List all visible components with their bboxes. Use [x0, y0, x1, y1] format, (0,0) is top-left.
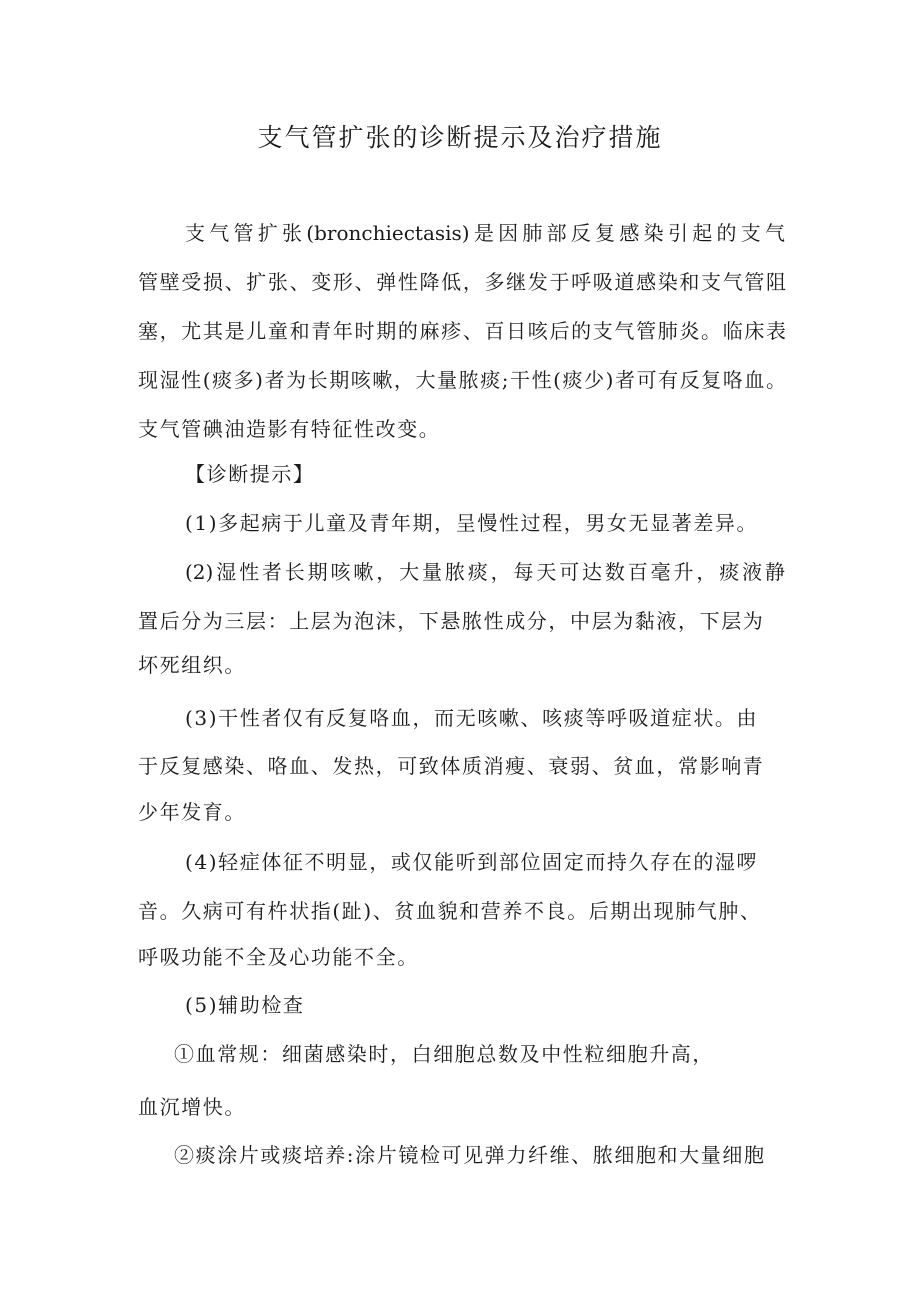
paragraph-line: ①血常规：细菌感染时，白细胞总数及中性粒细胞升高，	[174, 1042, 714, 1066]
paragraph-line: (2)湿性者长期咳嗽，大量脓痰，每天可达数百毫升，痰液静	[185, 560, 785, 584]
paragraph-line: 血沉增快。	[138, 1095, 246, 1119]
paragraph-line: 塞，尤其是儿童和青年时期的麻疹、百日咳后的支气管肺炎。临床表	[138, 319, 786, 343]
paragraph-line: (3)干性者仅有反复咯血，而无咳嗽、咳痰等呼吸道症状。由	[185, 706, 759, 730]
paragraph-line: (5)辅助检查	[185, 993, 305, 1017]
paragraph-line: 少年发育。	[138, 800, 246, 824]
paragraph-line: 支气管扩张(bronchiectasis)是因肺部反复感染引起的支气	[185, 221, 785, 245]
paragraph-line: (4)轻症体征不明显，或仅能听到部位固定而持久存在的湿啰	[185, 850, 759, 874]
paragraph-line: 置后分为三层：上层为泡沫，下悬脓性成分，中层为黏液，下层为	[138, 609, 765, 633]
paragraph-line: 坏死组织。	[138, 653, 246, 677]
paragraph-line: 音。久病可有杵状指(趾)、贫血貌和营养不良。后期出现肺气肿、	[138, 899, 762, 923]
paragraph-line: 现湿性(痰多)者为长期咳嗽，大量脓痰;干性(痰少)者可有反复咯血。	[138, 368, 786, 392]
section-heading: 【诊断提示】	[185, 462, 315, 486]
paragraph-line: 于反复感染、咯血、发热，可致体质消瘦、衰弱、贫血，常影响青	[138, 754, 765, 778]
paragraph-line: ②痰涂片或痰培养:涂片镜检可见弹力纤维、脓细胞和大量细胞	[174, 1143, 766, 1167]
paragraph-line: 管壁受损、扩张、变形、弹性降低，多继发于呼吸道感染和支气管阻	[138, 270, 786, 294]
paragraph-line: 支气管碘油造影有特征性改变。	[138, 417, 441, 441]
paragraph-line: 呼吸功能不全及心功能不全。	[138, 945, 419, 969]
paragraph-line: (1)多起病于儿童及青年期，呈慢性过程，男女无显著差异。	[185, 511, 759, 535]
document-title: 支气管扩张的诊断提示及治疗措施	[257, 123, 663, 152]
